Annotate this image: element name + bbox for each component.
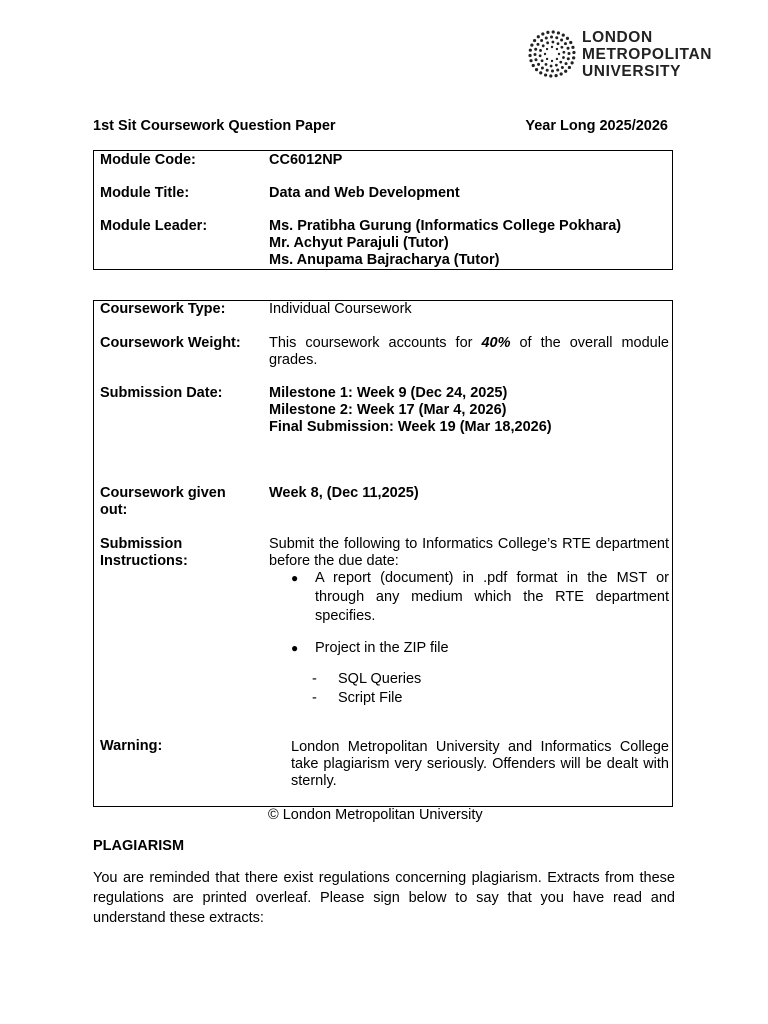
module-leader-2: Mr. Achyut Parajuli (Tutor) [269, 235, 449, 251]
academic-year: Year Long 2025/2026 [525, 118, 668, 134]
weight-text-pre: This coursework accounts for [269, 335, 482, 351]
coursework-type-value: Individual Coursework [269, 301, 412, 317]
logo-line-3: UNIVERSITY [582, 63, 682, 80]
dash-marker: - [312, 690, 317, 706]
bullet-icon: ● [291, 641, 299, 655]
module-title-label: Module Title: [100, 185, 190, 201]
weight-text-post: of the overall module grades. [269, 335, 669, 368]
warning-text: London Metropolitan University and Informatics College take plagiarism very seriously. Offenders will be dealt with sternly. [291, 739, 669, 789]
university-logo [526, 28, 726, 82]
zip-item-text: Script File [338, 690, 403, 706]
copyright-notice: © London Metropolitan University [268, 807, 483, 823]
module-title-value: Data and Web Development [269, 185, 460, 201]
bullet-text: Project in the ZIP file [315, 640, 449, 656]
milestone-1: Milestone 1: Week 9 (Dec 24, 2025) [269, 385, 508, 401]
weight-percentage: 40% [481, 335, 511, 351]
coursework-type-label: Coursework Type: [100, 301, 226, 317]
coursework-info-box [93, 300, 673, 807]
zip-item-text: SQL Queries [338, 671, 422, 687]
submission-instructions-label [100, 536, 188, 570]
module-leader-3: Ms. Anupama Bajracharya (Tutor) [269, 252, 500, 268]
plagiarism-heading: PLAGIARISM [93, 838, 185, 854]
submission-dates [269, 385, 669, 436]
logo-wordmark [582, 29, 712, 80]
module-leader-list [269, 218, 669, 269]
milestone-2: Milestone 2: Week 17 (Mar 4, 2026) [269, 402, 507, 418]
given-label-line-1: Coursework given [100, 485, 226, 501]
bullet-icon: ● [291, 571, 299, 585]
paper-type: 1st Sit Coursework Question Paper [93, 118, 336, 134]
logo-dots-icon [526, 28, 578, 80]
given-label-line-2: out: [100, 502, 128, 518]
coursework-weight-label: Coursework Weight: [100, 335, 241, 351]
module-code-label: Module Code: [100, 152, 196, 168]
instr-label-line-2: Instructions: [100, 553, 188, 569]
coursework-given-value: Week 8, (Dec 11,2025) [269, 485, 419, 501]
logo-line-1: LONDON [582, 29, 653, 46]
submission-date-label: Submission Date: [100, 385, 223, 401]
module-info-box [93, 150, 673, 270]
module-code-value: CC6012NP [269, 152, 343, 168]
coursework-weight-value [269, 335, 669, 369]
dash-marker: - [312, 671, 317, 687]
module-leader-1: Ms. Pratibha Gurung (Informatics College Pokhara) [269, 218, 622, 234]
module-leader-label: Module Leader: [100, 218, 208, 234]
coursework-given-label [100, 485, 226, 519]
instr-label-line-1: Submission [100, 536, 183, 552]
plagiarism-paragraph: You are reminded that there exist regulations concerning plagiarism. Extracts from these regulations are printed overleaf. Please sign below to say that you have read and understand these extracts: [93, 870, 675, 926]
warning-label: Warning: [100, 738, 163, 754]
final-submission: Final Submission: Week 19 (Mar 18,2026) [269, 419, 552, 435]
submission-instructions-intro: Submit the following to Informatics College’s RTE department before the due date: [269, 536, 669, 569]
logo-line-2: METROPOLITAN [582, 46, 713, 63]
bullet-text: A report (document) in .pdf format in the MST or through any medium which the RTE department specifies. [315, 570, 669, 624]
